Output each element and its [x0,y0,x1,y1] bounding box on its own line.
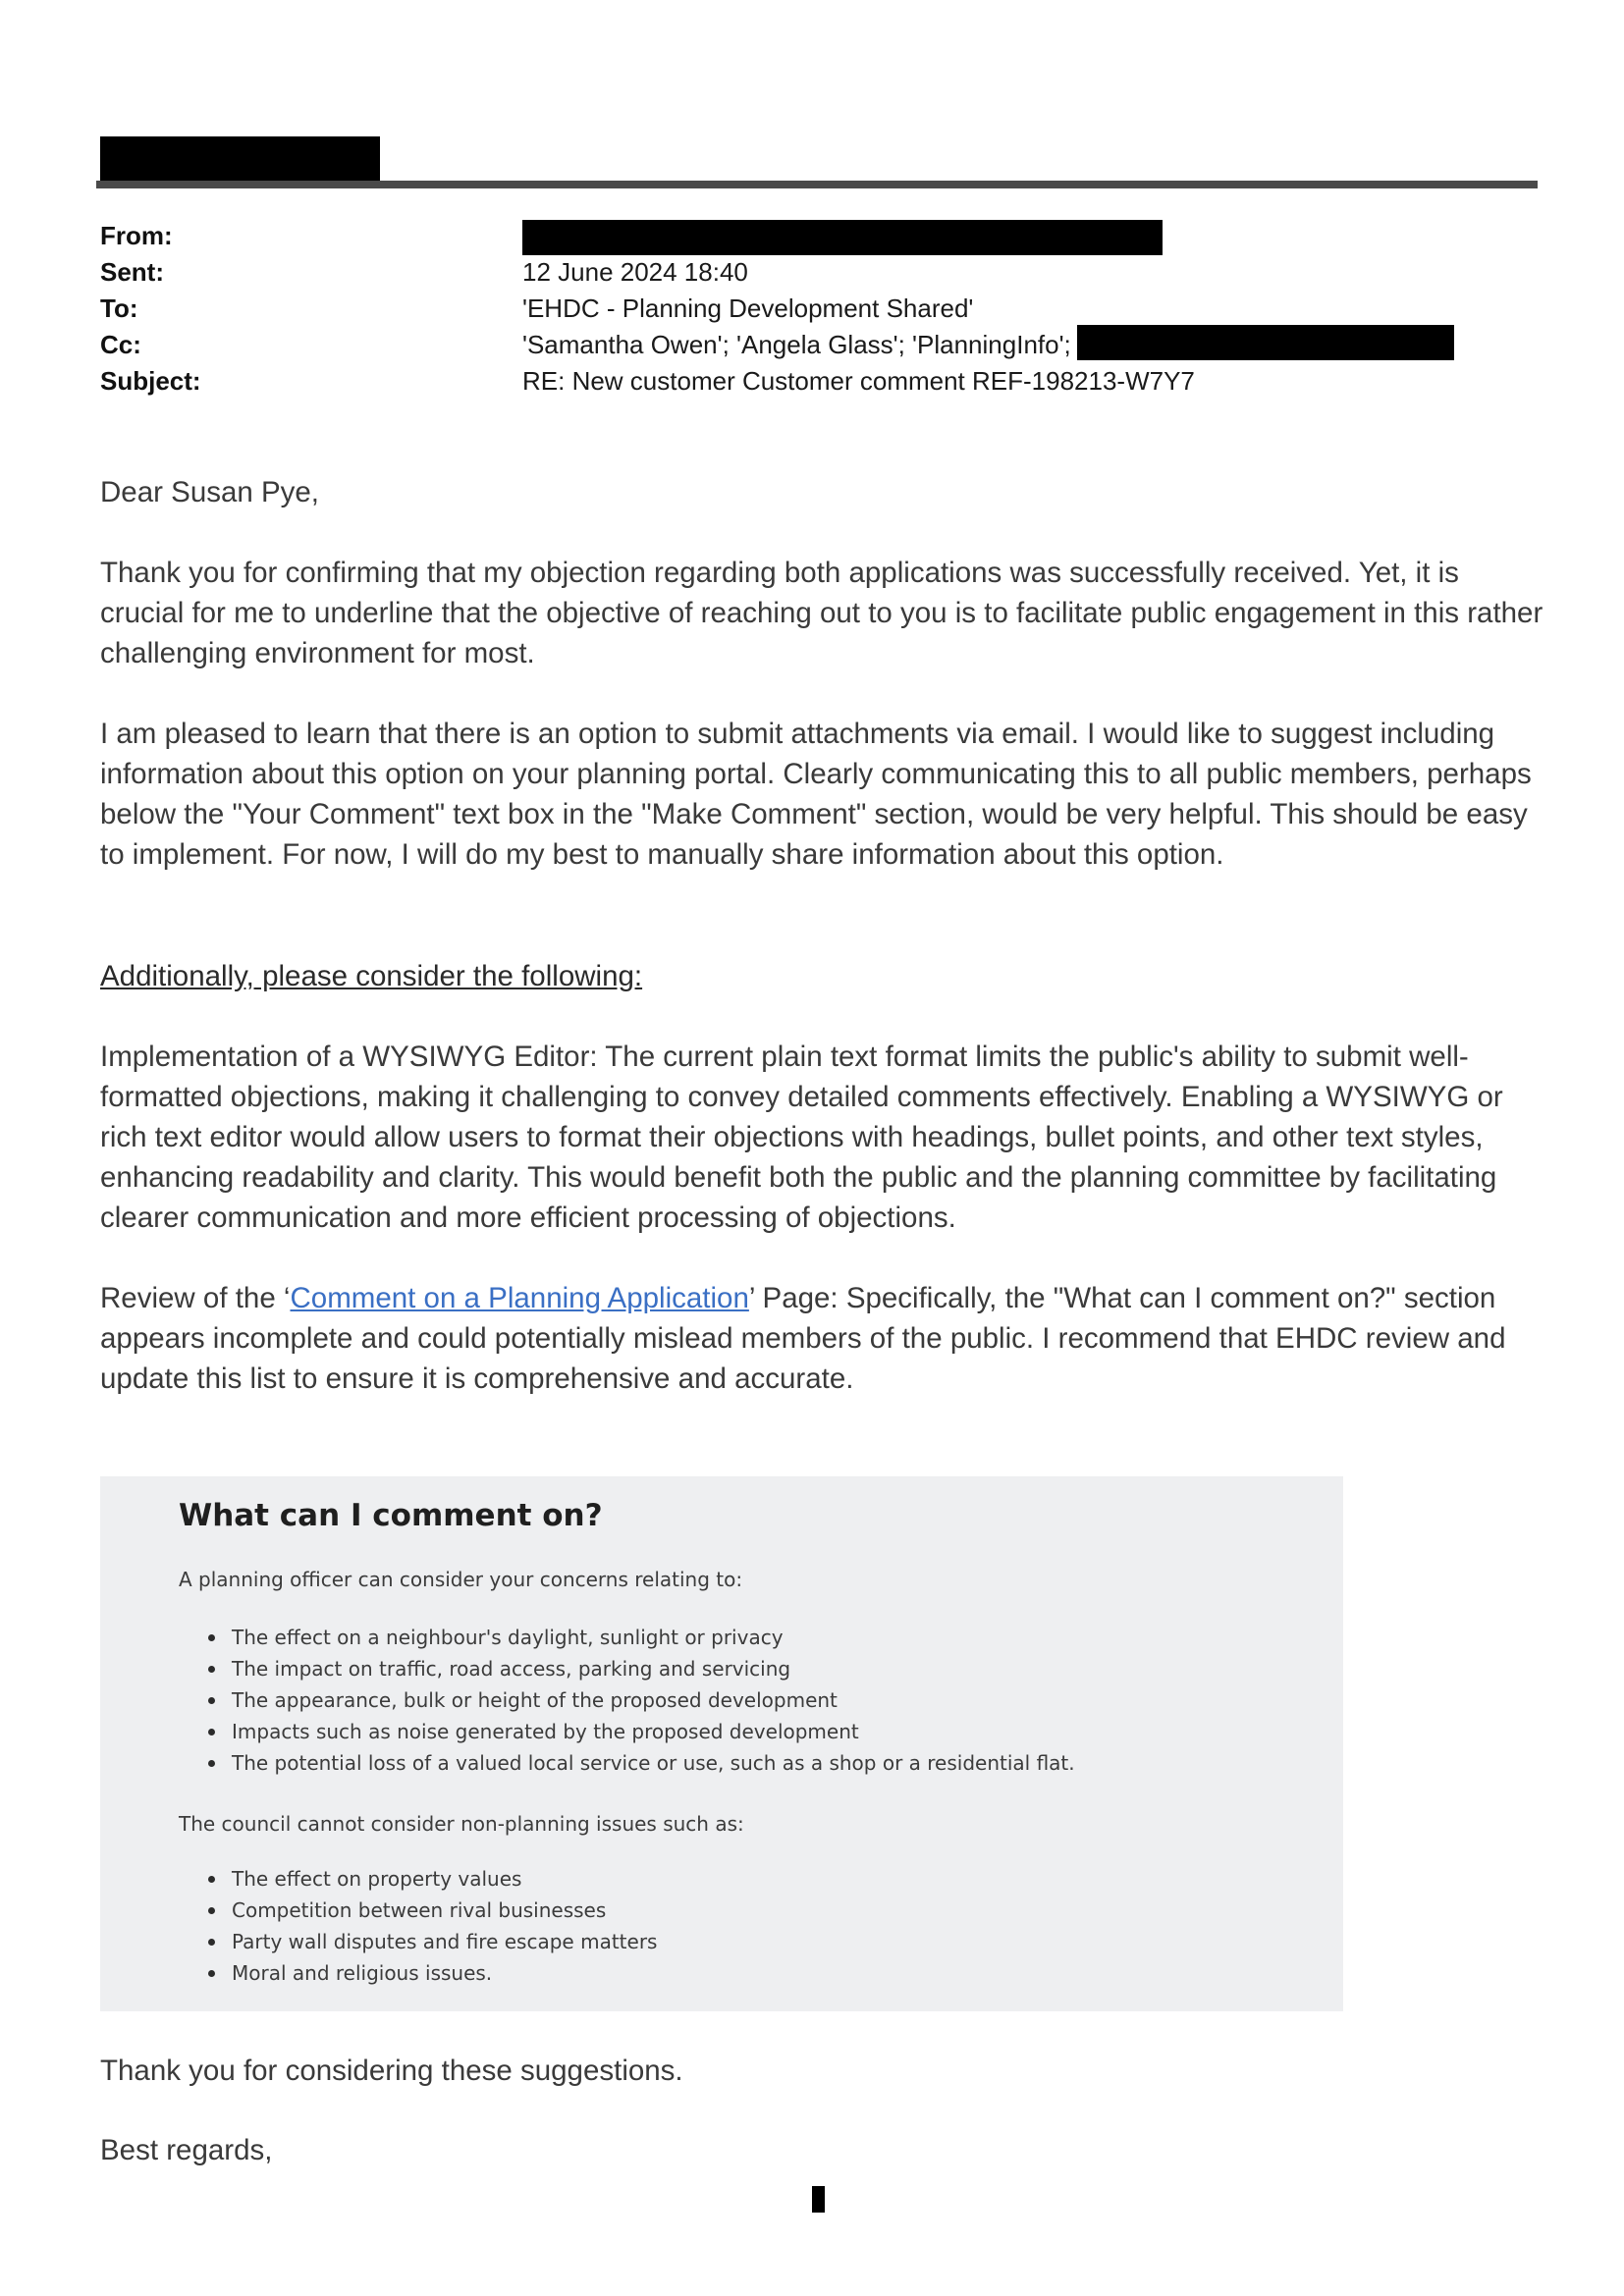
to-value: 'EHDC - Planning Development Shared' [522,294,974,323]
redacted-sender-name [100,136,380,182]
sign-off: Best regards, [100,2134,273,2166]
cannot-list [208,1863,657,1989]
list-item: The potential loss of a valued local service or use, such as a shop or a residential flat. [208,1747,1075,1779]
redacted-from-address [522,220,1163,255]
list-item: Impacts such as noise generated by the proposed development [208,1716,1075,1747]
to-label: To: [100,294,138,323]
paragraph-wysiwyg: Implementation of a WYSIWYG Editor: The current plain text format limits the public's ability to submit well-formatted objections, making it challenging to convey detailed comments effectively. Enabling a WYSIWYG or rich text editor would allow users to format their objections with headings, bullet points, and other text styles, enhancing readability and clarity. This would benefit both the public and the planning committee by facilitating clearer communication and more efficient processing of objections. [100,1041,1503,1234]
header-rule [96,181,1538,188]
cc-label: Cc: [100,330,141,359]
closing-line: Thank you for considering these suggestions. [100,2055,683,2087]
list-item: Competition between rival businesses [208,1895,657,1926]
paragraph-review [100,1278,1543,1399]
email-header [100,218,1534,400]
paragraph-confirmation: Thank you for confirming that my objection regarding both applications was successfully received. Yet, it is crucial for me to underline that the objective of reaching out to you is to facilitate public engagement in this rather challenging environment for most. [100,557,1543,669]
redacted-cc-address [1077,325,1454,360]
from-row [100,218,1534,254]
redacted-signature [812,2186,825,2213]
additional-heading: Additionally, please consider the following: [100,960,643,992]
to-row [100,291,1534,327]
comment-page-link[interactable]: Comment on a Planning Application [290,1282,749,1314]
cc-row [100,327,1534,363]
cc-recipients: 'Samantha Owen'; 'Angela Glass'; 'PlanningInfo'; [522,330,1071,359]
cc-value [522,327,1454,364]
salutation: Dear Susan Pye, [100,476,320,508]
list-item: The impact on traffic, road access, parking and servicing [208,1653,1075,1684]
list-item: The appearance, bulk or height of the proposed development [208,1684,1075,1716]
from-label: From: [100,221,173,250]
screenshot-cannot-intro: The council cannot consider non-planning issues such as: [179,1812,744,1836]
screenshot-title: What can I comment on? [179,1498,603,1533]
list-item: The effect on a neighbour's daylight, sunlight or privacy [208,1622,1075,1653]
embedded-screenshot [100,1476,1343,2011]
consider-list [208,1622,1075,1779]
review-suffix: ’ Page: Specifically, the "What can I comment on?" section appears incomplete and could potentially mislead members of the public. I recommend that EHDC review and update this list to ensure it is comprehensive and accurate. [100,1282,1506,1395]
list-item: Party wall disputes and fire escape matters [208,1926,657,1957]
sent-label: Sent: [100,257,164,287]
list-item: The effect on property values [208,1863,657,1895]
sent-row [100,254,1534,291]
sent-value: 12 June 2024 18:40 [522,257,748,287]
subject-row [100,363,1534,400]
from-value [522,218,1163,255]
list-item: Moral and religious issues. [208,1957,657,1989]
subject-label: Subject: [100,366,201,396]
review-prefix: Review of the ‘ [100,1282,291,1314]
screenshot-consider-intro: A planning officer can consider your concerns relating to: [179,1568,743,1591]
paragraph-attachments: I am pleased to learn that there is an option to submit attachments via email. I would like to suggest including information about this option on your planning portal. Clearly communicating this to all public members, perhaps below the "Your Comment" text box in the "Make Comment" section, would be very helpful. This should be easy to implement. For now, I will do my best to manually share information about this option. [100,718,1532,871]
subject-value: RE: New customer Customer comment REF-198213-W7Y7 [522,366,1195,396]
